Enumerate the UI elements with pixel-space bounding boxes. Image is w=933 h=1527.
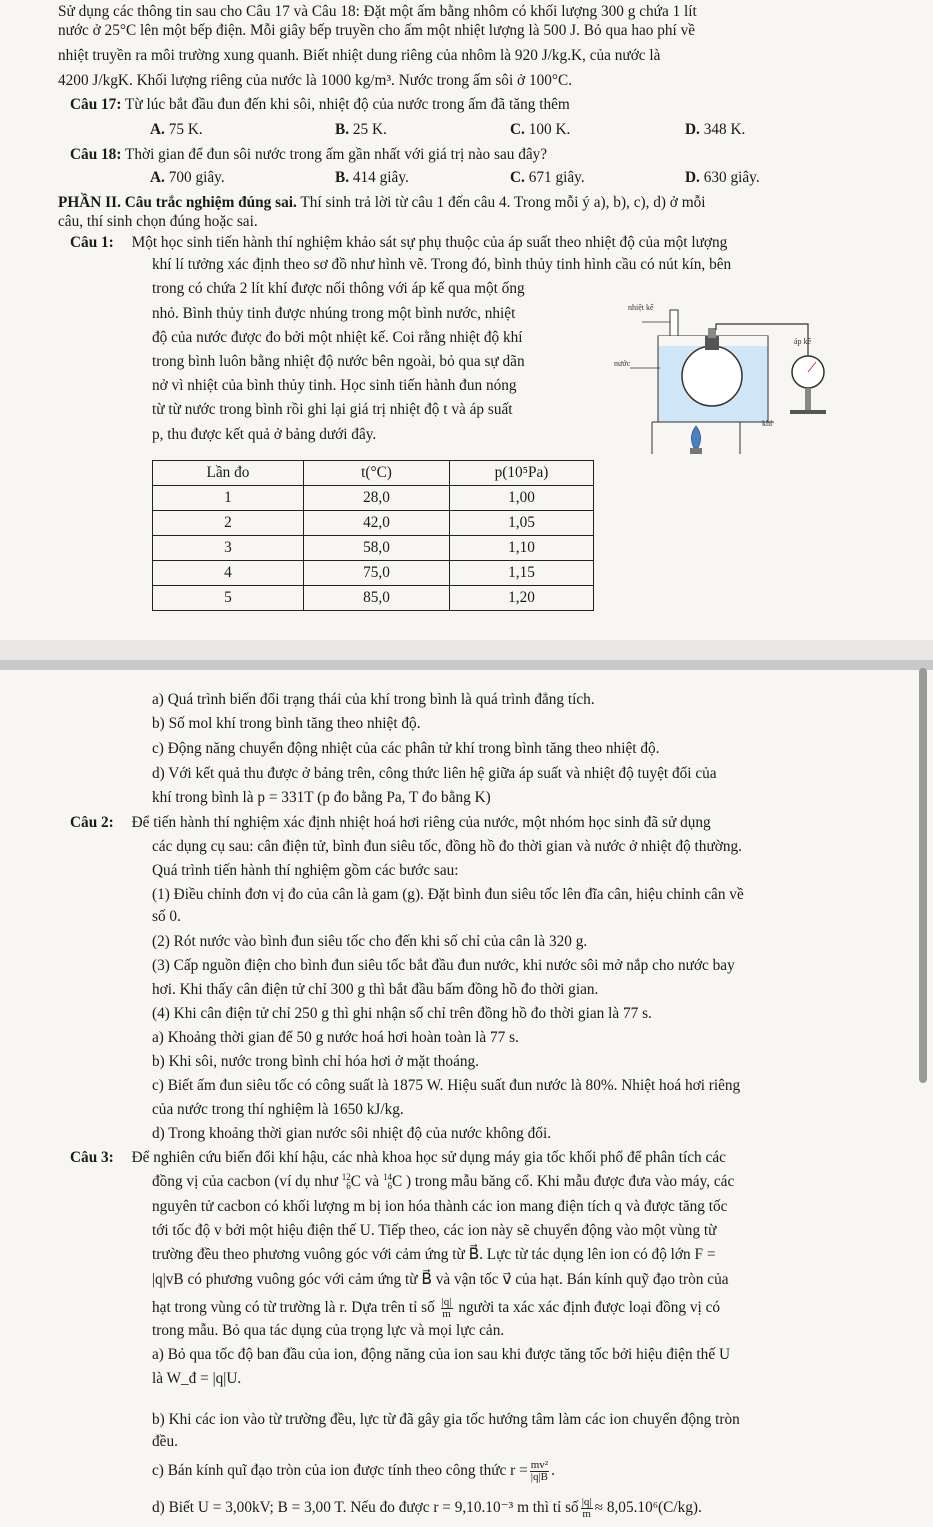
- c1-line-2: khí lí tưởng xác định theo sơ đồ như hình vẽ. Trong đó, bình thủy tinh hình cầu có nút kín, bên: [152, 256, 732, 273]
- c3-line-6: |q|vB có phương vuông góc với cảm ứng từ B⃗ và vận tốc v⃗ của hạt. Bán kính quỹ đạo tròn của: [152, 1271, 729, 1288]
- c1-line-4: nhỏ. Bình thủy tinh được nhúng trong một bình nước, nhiệt: [152, 305, 516, 322]
- c2-statement-a: a) Khoảng thời gian để 50 g nước hoá hơi hoàn toàn là 77 s.: [152, 1029, 519, 1046]
- table-cell: 1,10: [450, 536, 594, 561]
- table-cell: 75,0: [304, 561, 450, 586]
- thermometer-label: nhiệt kế: [628, 303, 654, 312]
- c3-line-5: trường đều theo phương vuông góc với cảm ứng từ B⃗. Lực từ tác dụng lên ion có độ lớn F =: [152, 1246, 716, 1263]
- c3-statement-b-2: đều.: [152, 1433, 178, 1450]
- table-row: [153, 511, 594, 536]
- c1-statement-c: c) Động năng chuyển động nhiệt của các phân tử khí trong bình tăng theo nhiệt độ.: [152, 740, 660, 757]
- question-18: [70, 145, 863, 164]
- c1-label: Câu 1:: [70, 234, 114, 251]
- q18-option-c: C. 671 giây.: [510, 169, 585, 186]
- c2-statement-c-1: c) Biết ấm đun siêu tốc có công suất là 1875 W. Hiệu suất đun nước là 80%. Nhiệt hoá hơi riêng: [152, 1077, 741, 1094]
- page-gap: [0, 640, 933, 662]
- water-label: nước: [614, 359, 631, 368]
- table-header: t(°C): [304, 461, 450, 486]
- table-cell: 1,05: [450, 511, 594, 536]
- c1-line-5: độ của nước được đo bởi một nhiệt kế. Coi rằng nhiệt độ khí: [152, 329, 523, 346]
- table-row: [153, 586, 594, 611]
- table-header: Lần đo: [153, 461, 304, 486]
- c2-statement-b: b) Khi sôi, nước trong bình chỉ hóa hơi ở mặt thoáng.: [152, 1053, 479, 1070]
- ratio-fraction: $\frac{|q|}{m}$: [441, 1296, 452, 1320]
- measurement-table: [152, 460, 594, 611]
- c3-statement-a-2: là W_đ = |q|U.: [152, 1370, 242, 1387]
- c1-statement-d-2: khí trong bình là p = 331T (p đo bằng Pa, T đo bằng K): [152, 789, 491, 806]
- q17-option-d: D. 348 K.: [685, 121, 746, 138]
- c2-step-2: (2) Rót nước vào bình đun siêu tốc cho đến khi số chỉ của cân là 320 g.: [152, 933, 588, 950]
- table-header: p(10⁵Pa): [450, 461, 594, 486]
- c2-step-3b: hơi. Khi thấy cân điện tử chỉ 300 g thì bắt đầu bấm đồng hồ đo thời gian.: [152, 981, 599, 998]
- part-2-instructions: Thí sinh trả lời từ câu 1 đến câu 4. Trong mỗi ý a), b), c), d) ở mỗi: [296, 194, 706, 211]
- c2-statement-c-2: của nước trong thí nghiệm là 1650 kJ/kg.: [152, 1101, 404, 1118]
- table-cell: 3: [153, 536, 304, 561]
- table-header-row: [153, 461, 594, 486]
- c3-statement-a-1: a) Bỏ qua tốc độ ban đầu của ion, động năng của ion sau khi được tăng tốc bởi hiệu điện thế U: [152, 1346, 730, 1363]
- q17-option-b: B. 25 K.: [335, 121, 387, 138]
- table-cell: 1,15: [450, 561, 594, 586]
- radius-fraction: $\frac{\text{mv²}}{|q|B}$: [530, 1459, 549, 1483]
- c3-line-1: Câu 3: Để nghiên cứu biến đổi khí hậu, các nhà khoa học sử dụng máy gia tốc khối phổ để phân tích các: [70, 1149, 726, 1166]
- intro-line-3: nhiệt truyền ra môi trường xung quanh. Biết nhiệt dung riêng của nhôm là 920 J/kg.K, của nước là: [58, 47, 661, 64]
- question-18-label: Câu 18:: [70, 146, 122, 163]
- c3-label: Câu 3:: [70, 1149, 114, 1166]
- flame-icon: [690, 426, 702, 454]
- c1-line-8: từ từ nước trong bình rồi ghi lại giá trị nhiệt độ t và áp suất: [152, 401, 513, 418]
- c3-line-4: tới tốc độ v bởi một hiệu điện thế U. Tiếp theo, các ion này sẽ chuyển động vào một vùng từ: [152, 1222, 717, 1239]
- q18-option-d: D. 630 giây.: [685, 169, 760, 186]
- table-cell: 5: [153, 586, 304, 611]
- gas-label: khí: [762, 419, 773, 428]
- c3-line-2: đồng vị của cacbon (ví dụ như 12 6 C và 14 6 C ) trong mẫu băng cổ. Khi mẫu được đưa vào máy, các: [152, 1172, 735, 1192]
- part-2-title: PHẦN II. Câu trắc nghiệm đúng sai.: [58, 194, 297, 211]
- q18-option-b: B. 414 giây.: [335, 169, 409, 186]
- c2-step-3a: (3) Cấp nguồn điện cho bình đun siêu tốc bắt đầu đun nước, khi nước sôi mở nắp cho nước bay: [152, 957, 735, 974]
- c1-line-7: nở vì nhiệt của bình thủy tinh. Học sinh tiến hành đun nóng: [152, 377, 517, 394]
- pressure-gauge-icon: [790, 356, 826, 414]
- c2-step-4: (4) Khi cân điện tử chỉ 250 g thì ghi nhận số chỉ trên đồng hồ đo thời gian là 77 s.: [152, 1005, 652, 1022]
- c2-line-3: Quá trình tiến hành thí nghiệm gồm các bước sau:: [152, 862, 459, 879]
- c2-statement-d: d) Trong khoảng thời gian nước sôi nhiệt độ của nước không đổi.: [152, 1125, 552, 1142]
- table-cell: 28,0: [304, 486, 450, 511]
- c1-line-6: trong bình luôn bằng nhiệt độ nước bên ngoài, bỏ qua sự dãn: [152, 353, 525, 370]
- c3-statement-d: d) Biết U = 3,00kV; B = 3,00 T. Nếu đo được r = 9,10.10⁻³ m thì tỉ số $\frac{|q|}{m}$ ≈ 8,05.10⁶(C/kg).: [152, 1496, 702, 1520]
- intro-line-1: Sử dụng các thông tin sau cho Câu 17 và Câu 18: Đặt một ấm bằng nhôm có khối lượng 300 g chứa 1 lít: [58, 3, 697, 20]
- table-cell: 1,20: [450, 586, 594, 611]
- part-2-line-2: câu, thí sinh chọn đúng hoặc sai.: [58, 213, 258, 230]
- q17-option-c: C. 100 K.: [510, 121, 571, 138]
- c1-line-3: trong có chứa 2 lít khí được nối thông với áp kế qua một ống: [152, 280, 525, 297]
- question-17: [70, 95, 863, 114]
- isotope-c12: 12 6: [341, 1172, 351, 1192]
- question-18-text: Thời gian để đun sôi nước trong ấm gần nhất với giá trị nào sau đây?: [124, 146, 548, 163]
- table-cell: 85,0: [304, 586, 450, 611]
- table-cell: 42,0: [304, 511, 450, 536]
- table-row: [153, 486, 594, 511]
- c3-line-3: nguyên tử cacbon có khối lượng m bị ion hóa thành các ion mang điện tích q và được tăng tốc: [152, 1198, 728, 1215]
- c3-line-7: hạt trong vùng có từ trường là r. Dựa trên tỉ số $\frac{|q|}{m}$ người ta xác xác định được loại đồng vị có: [152, 1296, 721, 1320]
- gauge-label: áp kế: [794, 337, 812, 346]
- c3-line-8: trong mẫu. Bỏ qua tác dụng của trọng lực và mọi lực cản.: [152, 1322, 505, 1339]
- c3-statement-b-1: b) Khi các ion vào từ trường đều, lực từ đã gây gia tốc hướng tâm làm các ion chuyển động tròn: [152, 1411, 740, 1428]
- c1-statement-a: a) Quá trình biến đổi trạng thái của khí trong bình là quá trình đẳng tích.: [152, 691, 595, 708]
- c1-line-1: Câu 1: Một học sinh tiến hành thí nghiệm khảo sát sự phụ thuộc của áp suất theo nhiệt độ của một lượng: [70, 234, 728, 251]
- isotope-c14: 14 6: [382, 1172, 392, 1192]
- table-row: [153, 561, 594, 586]
- scrollbar-thumb[interactable]: [919, 668, 927, 1083]
- table-cell: 2: [153, 511, 304, 536]
- c1-line-9: p, thu được kết quả ở bảng dưới đây.: [152, 426, 377, 443]
- q17-option-a: A. 75 K.: [150, 121, 203, 138]
- q18-option-a: A. 700 giây.: [150, 169, 225, 186]
- c2-step-1b: số 0.: [152, 908, 181, 925]
- table-cell: 1: [153, 486, 304, 511]
- table-cell: 1,00: [450, 486, 594, 511]
- ratio-fraction: $\frac{|q|}{m}$: [581, 1496, 592, 1520]
- c2-line-2: các dụng cụ sau: cân điện tử, bình đun siêu tốc, đồng hồ đo thời gian và nước ở nhiệt độ thường.: [152, 838, 742, 855]
- intro-line-4: 4200 J/kgK. Khối lượng riêng của nước là 1000 kg/m³. Nước trong ấm sôi ở 100°C.: [58, 72, 573, 89]
- part-2-heading: [58, 193, 863, 212]
- c2-line-1: Câu 2: Để tiến hành thí nghiệm xác định nhiệt hoá hơi riêng của nước, một nhóm học sinh đã sử dụng: [70, 814, 711, 831]
- table-cell: 4: [153, 561, 304, 586]
- c1-statement-b: b) Số mol khí trong bình tăng theo nhiệt độ.: [152, 715, 421, 732]
- question-17-label: Câu 17:: [70, 96, 122, 113]
- c3-statement-c: c) Bán kính quĩ đạo tròn của ion được tính theo công thức r = $\frac{\text{mv²}}{|q|B}$ .: [152, 1459, 555, 1483]
- question-17-text: Từ lúc bắt đầu đun đến khi sôi, nhiệt độ của nước trong ấm đã tăng thêm: [124, 96, 570, 113]
- experiment-figure: [612, 298, 842, 454]
- c2-label: Câu 2:: [70, 814, 114, 831]
- c2-step-1a: (1) Điều chỉnh đơn vị đo của cân là gam (g). Đặt bình đun siêu tốc lên đĩa cân, hiệu chỉnh cân về: [152, 886, 744, 903]
- table-row: [153, 536, 594, 561]
- c1-statement-d-1: d) Với kết quả thu được ở bảng trên, công thức liên hệ giữa áp suất và nhiệt độ tuyệt đối của: [152, 765, 717, 782]
- table-cell: 58,0: [304, 536, 450, 561]
- page-divider: [0, 660, 933, 670]
- intro-line-2: nước ở 25°C lên một bếp điện. Mỗi giây bếp truyền cho ấm một nhiệt lượng là 500 J. Bỏ qua hao phí về: [58, 22, 696, 39]
